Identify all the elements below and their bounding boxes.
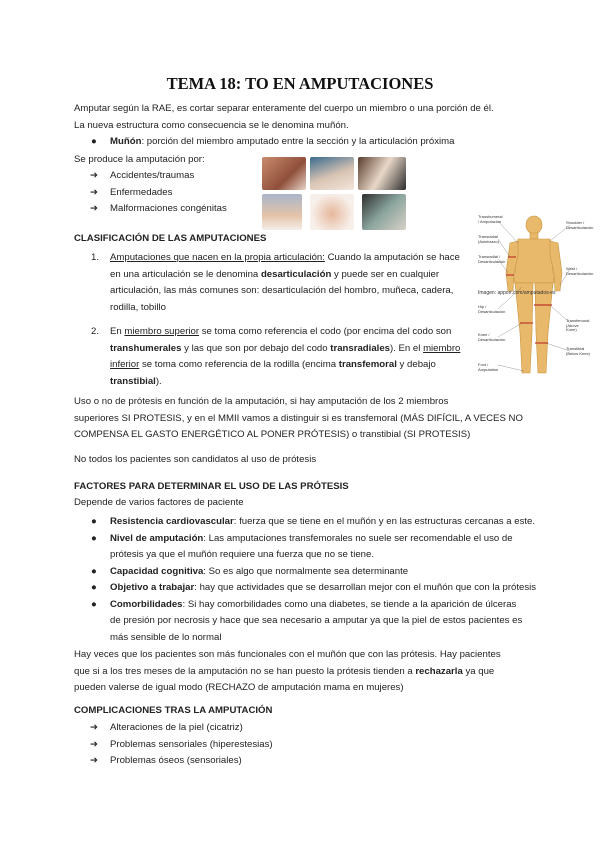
no-todos: No todos los pacientes son candidatos al uso de prótesis bbox=[74, 454, 317, 465]
complicaciones-heading: COMPLICACIONES TRAS LA AMPUTACIÓN bbox=[74, 705, 273, 716]
factores-lead: Depende de varios factores de paciente bbox=[74, 497, 244, 508]
label-transhumeral: Transhumeral / Amputación bbox=[478, 214, 503, 224]
label-transfemoral: Transfemoral (Above Knee) bbox=[566, 318, 590, 332]
bullet-icon: ● bbox=[91, 565, 97, 577]
causes-lead: Se produce la amputación por: bbox=[74, 154, 205, 165]
intro-line-2: La nueva estructura como consecuencia se le denomina muñón. bbox=[74, 119, 349, 131]
page-title: TEMA 18: TO EN AMPUTACIONES bbox=[166, 74, 434, 93]
label-foot: Foot / Amputation bbox=[478, 362, 499, 372]
list-item: ➔ Malformaciones congénitas bbox=[110, 201, 227, 218]
clasificacion-heading: CLASIFICACIÓN DE LAS AMPUTACIONES bbox=[74, 233, 267, 244]
bullet-icon: ● bbox=[91, 532, 97, 544]
photo-amputation-1 bbox=[262, 157, 306, 190]
arrow-icon: ➔ bbox=[90, 755, 99, 766]
hay-veces-paragraph: Hay veces que los pacientes son más funcionales con el muñón que con las prótesis. Hay pacientes que si a los tres meses de la amputación no se han puesto la prótesis tienden a rechazarla ya que pueden valerse de igual modo (RECHAZO de amputación mama en mujeres) bbox=[74, 649, 501, 693]
list-item: ● Resistencia cardiovascular: fuerza que se tiene en el muñón y en las estructuras cercanas a este. bbox=[110, 514, 560, 531]
factores-list bbox=[91, 514, 560, 646]
uso-paragraph: Uso o no de prótesis en función de la amputación, si hay amputación de los 2 miembros superiores SI PROTESIS, y en el MMII vamos a distinguir si es transfemoral (MÁS DIFÍCIL, A VECES NO COMPENSA EL GASTO ENERGÉTICO AL PONER PRÓTESIS) o transtibial (SI PROTESIS) bbox=[74, 396, 523, 440]
intro-line-1: Amputar según la RAE, es cortar separar enteramente del cuerpo un miembro o una porción de él. bbox=[74, 103, 494, 114]
list-item: ● Comorbilidades: Si hay comorbilidades como una diabetes, se tiende a la aparición de úlceras de presión por necrosis y hace que sea necesario a amputar ya que la piel de estos pacientes es más sensible de lo normal bbox=[91, 598, 523, 643]
label-wrist-r: Wrist / Desarticulación bbox=[566, 266, 594, 276]
list-item: ➔ Enfermedades bbox=[110, 185, 227, 202]
bullet-icon: ● bbox=[91, 136, 97, 147]
label-knee: Knee / Desarticulación bbox=[478, 332, 506, 342]
list-item: ➔ Problemas sensoriales (hiperestesias) bbox=[110, 737, 273, 754]
list-item: ➔ Accidentes/traumas bbox=[110, 168, 227, 185]
munon-item bbox=[91, 134, 550, 151]
photo-amputation-6 bbox=[362, 194, 406, 230]
munon-list bbox=[91, 134, 550, 151]
list-item: ➔ Alteraciones de la piel (cicatriz) bbox=[110, 720, 273, 737]
clasificacion-list bbox=[91, 250, 478, 390]
arrow-icon: ➔ bbox=[90, 722, 99, 733]
causes-list bbox=[90, 168, 227, 218]
photo-amputation-4 bbox=[262, 194, 302, 230]
munon-term: Muñón bbox=[110, 136, 142, 147]
amputation-levels-figure bbox=[478, 213, 594, 383]
bullet-icon: ● bbox=[91, 516, 97, 527]
label-transradial: Transradial (Antebrazo) bbox=[478, 234, 499, 244]
figure-caption: Imagen: apporr.com/amputados-es bbox=[478, 290, 556, 296]
label-hip: Hip / Desarticulación bbox=[478, 304, 506, 314]
bullet-icon: ● bbox=[91, 598, 97, 610]
photo-amputation-3 bbox=[358, 157, 406, 190]
list-item: ● Objetivo a trabajar: hay que actividades que se desarrollan mejor con el muñón que con la prótesis bbox=[110, 580, 560, 597]
bullet-icon: ● bbox=[91, 582, 97, 593]
complicaciones-list bbox=[90, 720, 273, 770]
list-item: ● Capacidad cognitiva: So es algo que normalmente sea determinante bbox=[110, 564, 560, 581]
photo-hands bbox=[310, 194, 354, 230]
label-shoulder: Shoulder / Desarticulación bbox=[566, 220, 594, 230]
arrow-icon: ➔ bbox=[90, 186, 99, 198]
arrow-icon: ➔ bbox=[90, 170, 99, 181]
list-item: ➔ Problemas óseos (sensoriales) bbox=[110, 753, 273, 770]
list-item: ● Nivel de amputación: Las amputaciones transfemorales no suele ser recomendable el uso de prótesis ya que el muñón requiere una fuerza que no se tiene. bbox=[91, 532, 513, 560]
arrow-icon: ➔ bbox=[90, 203, 99, 214]
photo-amputation-2 bbox=[310, 157, 354, 190]
factores-heading: FACTORES PARA DETERMINAR EL USO DE LAS PRÓTESIS bbox=[74, 481, 349, 492]
list-item: 1. Amputaciones que nacen en la propia articulación: Cuando la amputación se hace en una articulación se le denomina desarticulación y puede ser en cualquier articulación, las más comunes son: desarticulación del hombro, muñeca, cadera, rodilla, tobillo bbox=[91, 252, 460, 313]
list-item: 2. En miembro superior se toma como referencia el codo (por encima del codo son transhumerales y las que son por debajo del codo transradiales). En el miembro inferior se toma como referencia de la rodilla (encima transfemoral y debajo transtibial). bbox=[91, 326, 461, 387]
label-wrist: Transradial / Desarticulación bbox=[478, 254, 506, 264]
intro bbox=[74, 101, 554, 134]
label-transtibial: Transtibial (Below Knee) bbox=[566, 346, 591, 356]
munon-text: : porción del miembro amputado entre la sección y la articulación próxima bbox=[141, 136, 455, 147]
arrow-icon: ➔ bbox=[90, 738, 99, 750]
